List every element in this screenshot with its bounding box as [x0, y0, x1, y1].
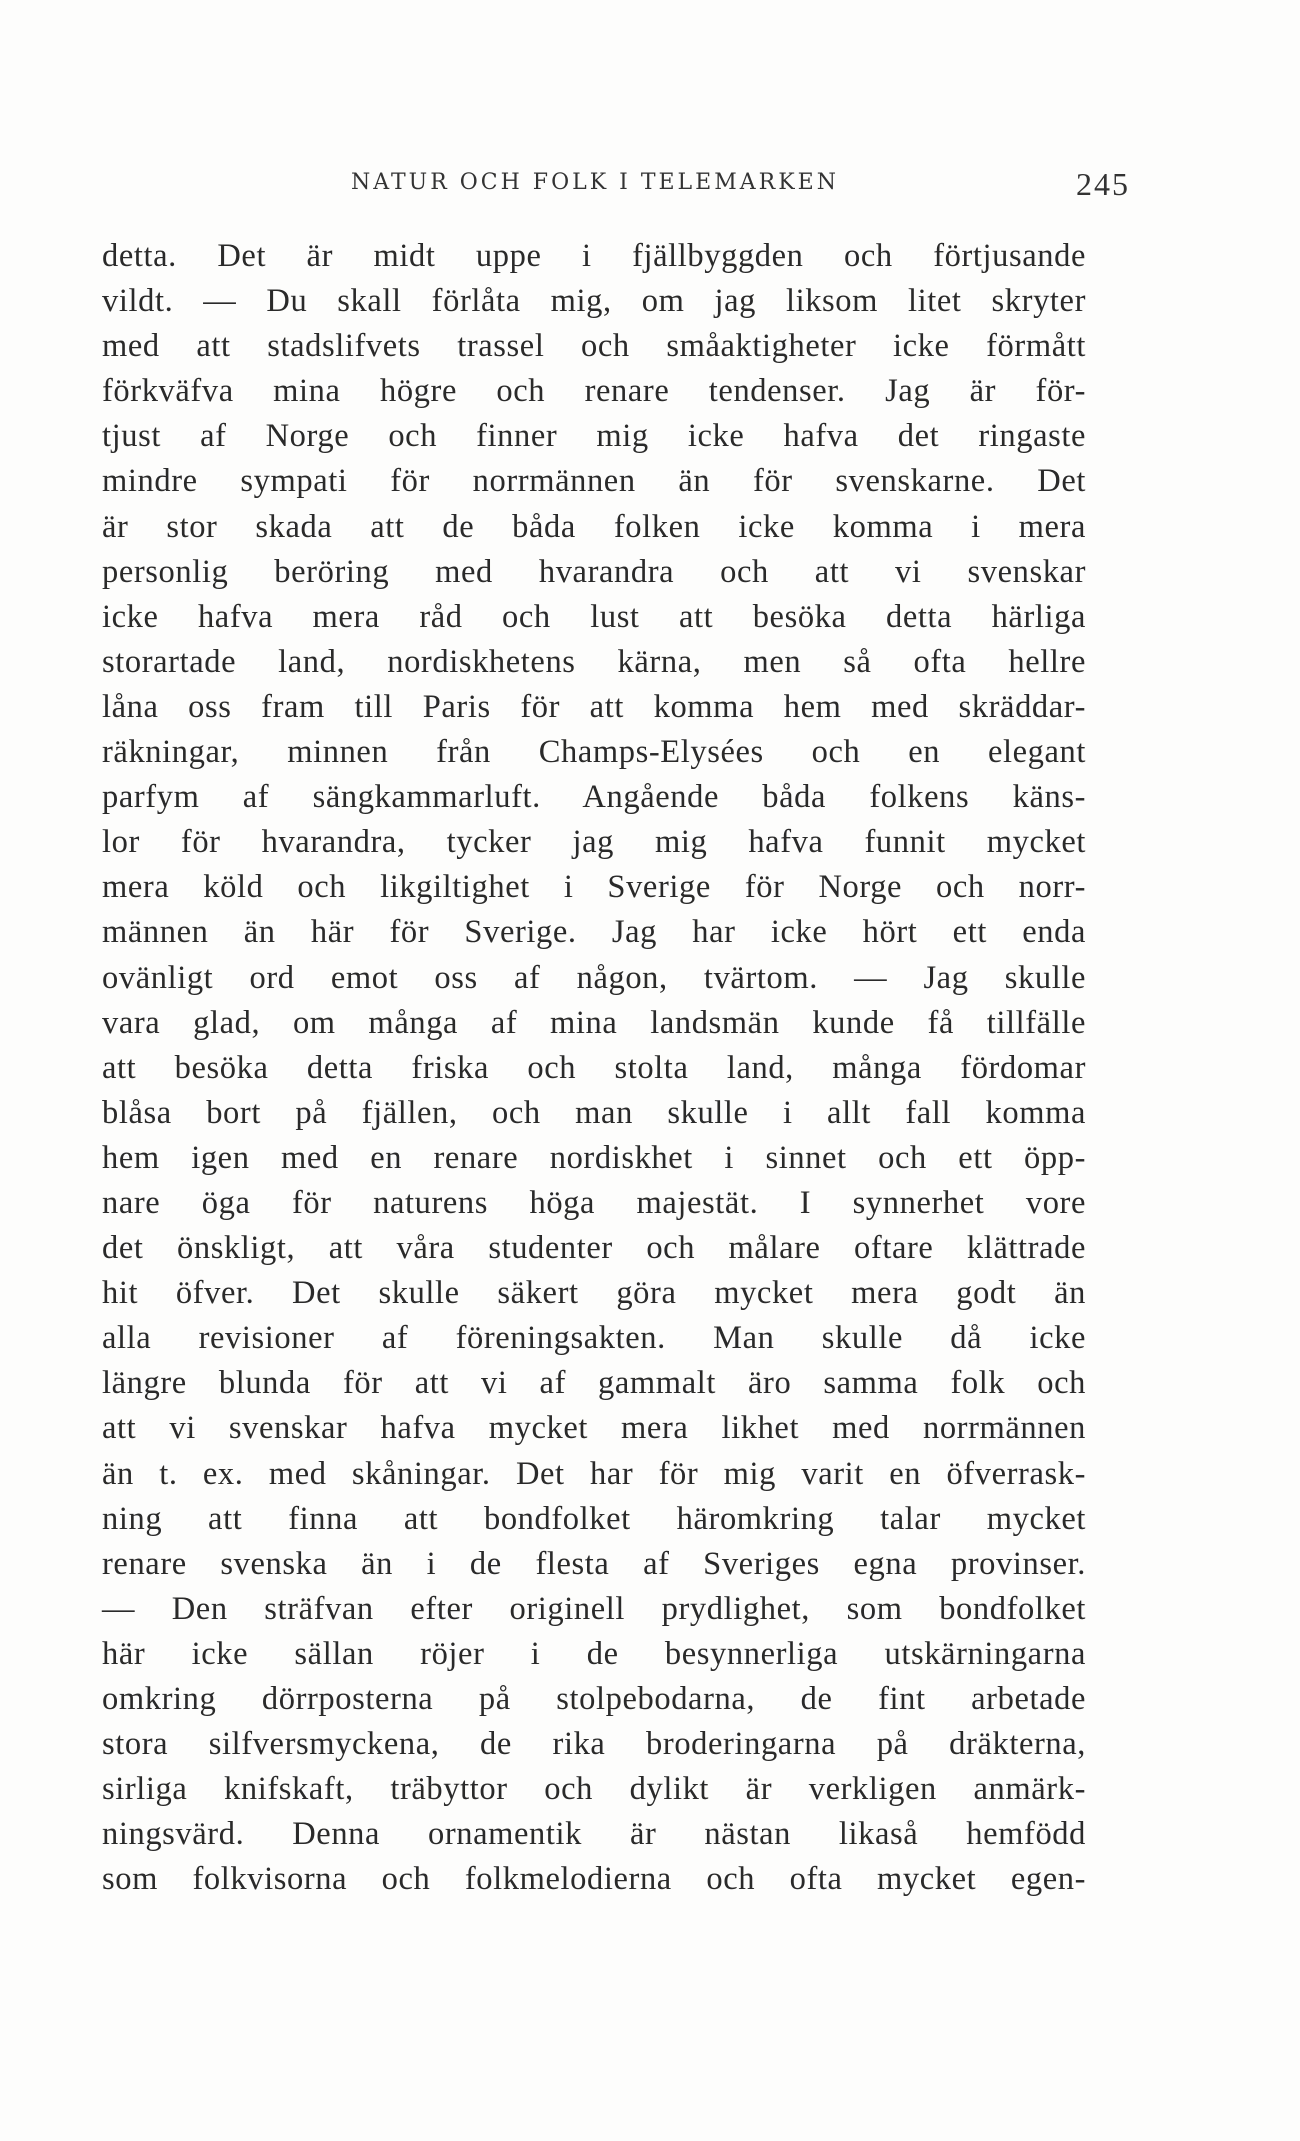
text-line: mindre sympati för norrmännen än för svenskarne. Det [102, 463, 1086, 500]
text-line: mera köld och likgiltighet i Sverige för Norge och norr- [102, 869, 1086, 906]
text-line: männen än här för Sverige. Jag har icke hört ett enda [102, 914, 1086, 951]
text-line: som folkvisorna och folkmelodierna och ofta mycket egen- [102, 1861, 1086, 1898]
running-header [100, 166, 1130, 210]
text-line: — Den sträfvan efter originell prydlighet, som bondfolket [102, 1590, 1086, 1627]
text-line: här icke sällan röjer i de besynnerliga utskärningarna [102, 1635, 1086, 1672]
text-line: vara glad, om många af mina landsmän kunde få tillfälle [102, 1004, 1086, 1041]
text-line: vildt. — Du skall förlåta mig, om jag liksom litet skryter [102, 283, 1086, 320]
text-line: längre blunda för att vi af gammalt äro samma folk och [102, 1365, 1086, 1402]
text-line: sirliga knifskaft, träbyttor och dylikt är verkligen anmärk- [102, 1771, 1086, 1808]
text-line: än t. ex. med skåningar. Det har för mig varit en öfverrask- [102, 1455, 1086, 1492]
text-line: hem igen med en renare nordiskhet i sinnet och ett öpp- [102, 1139, 1086, 1176]
text-line: det önskligt, att våra studenter och målare oftare klättrade [102, 1230, 1086, 1267]
text-line: räkningar, minnen från Champs-Elysées och en elegant [102, 734, 1086, 771]
page-number: 245 [1076, 166, 1130, 202]
text-line: alla revisioner af föreningsakten. Man skulle då icke [102, 1320, 1086, 1357]
text-line: omkring dörrposterna på stolpebodarna, de fint arbetade [102, 1681, 1086, 1717]
text-line: förkväfva mina högre och renare tendenser. Jag är för- [102, 373, 1086, 410]
text-line: ning att finna att bondfolket häromkring talar mycket [102, 1500, 1086, 1537]
text-line: med att stadslifvets trassel och småaktigheter icke förmått [102, 328, 1086, 365]
running-title: NATUR OCH FOLK I TELEMARKEN [351, 170, 839, 195]
text-line: låna oss fram till Paris för att komma hem med skräddar- [102, 688, 1086, 725]
body-text [102, 234, 1086, 1902]
text-line: icke hafva mera råd och lust att besöka detta härliga [102, 598, 1086, 635]
text-line: detta. Det är midt uppe i fjällbyggden och förtjusande [102, 238, 1086, 274]
text-line: renare svenska än i de flesta af Sveriges egna provinser. [102, 1545, 1086, 1582]
text-line: storartade land, nordiskhetens kärna, men så ofta hellre [102, 643, 1086, 680]
text-line: ovänligt ord emot oss af någon, tvärtom. — Jag skulle [102, 959, 1086, 996]
text-line: är stor skada att de båda folken icke komma i mera [102, 508, 1086, 545]
text-line: ningsvärd. Denna ornamentik är nästan likaså hemfödd [102, 1816, 1086, 1853]
text-line: tjust af Norge och finner mig icke hafva det ringaste [102, 418, 1086, 455]
text-line: stora silfversmyckena, de rika broderingarna på dräkterna, [102, 1726, 1086, 1763]
text-line: blåsa bort på fjällen, och man skulle i allt fall komma [102, 1094, 1086, 1131]
text-line: lor för hvarandra, tycker jag mig hafva funnit mycket [102, 824, 1086, 861]
text-line: personlig beröring med hvarandra och att vi svenskar [102, 553, 1086, 590]
text-line: parfym af sängkammarluft. Angående båda folkens käns- [102, 779, 1086, 816]
text-line: att besöka detta friska och stolta land, många fördomar [102, 1049, 1086, 1086]
text-line: hit öfver. Det skulle säkert göra mycket mera godt än [102, 1275, 1086, 1312]
text-line: att vi svenskar hafva mycket mera likhet med norrmännen [102, 1410, 1086, 1447]
text-line: nare öga för naturens höga majestät. I synnerhet vore [102, 1184, 1086, 1221]
